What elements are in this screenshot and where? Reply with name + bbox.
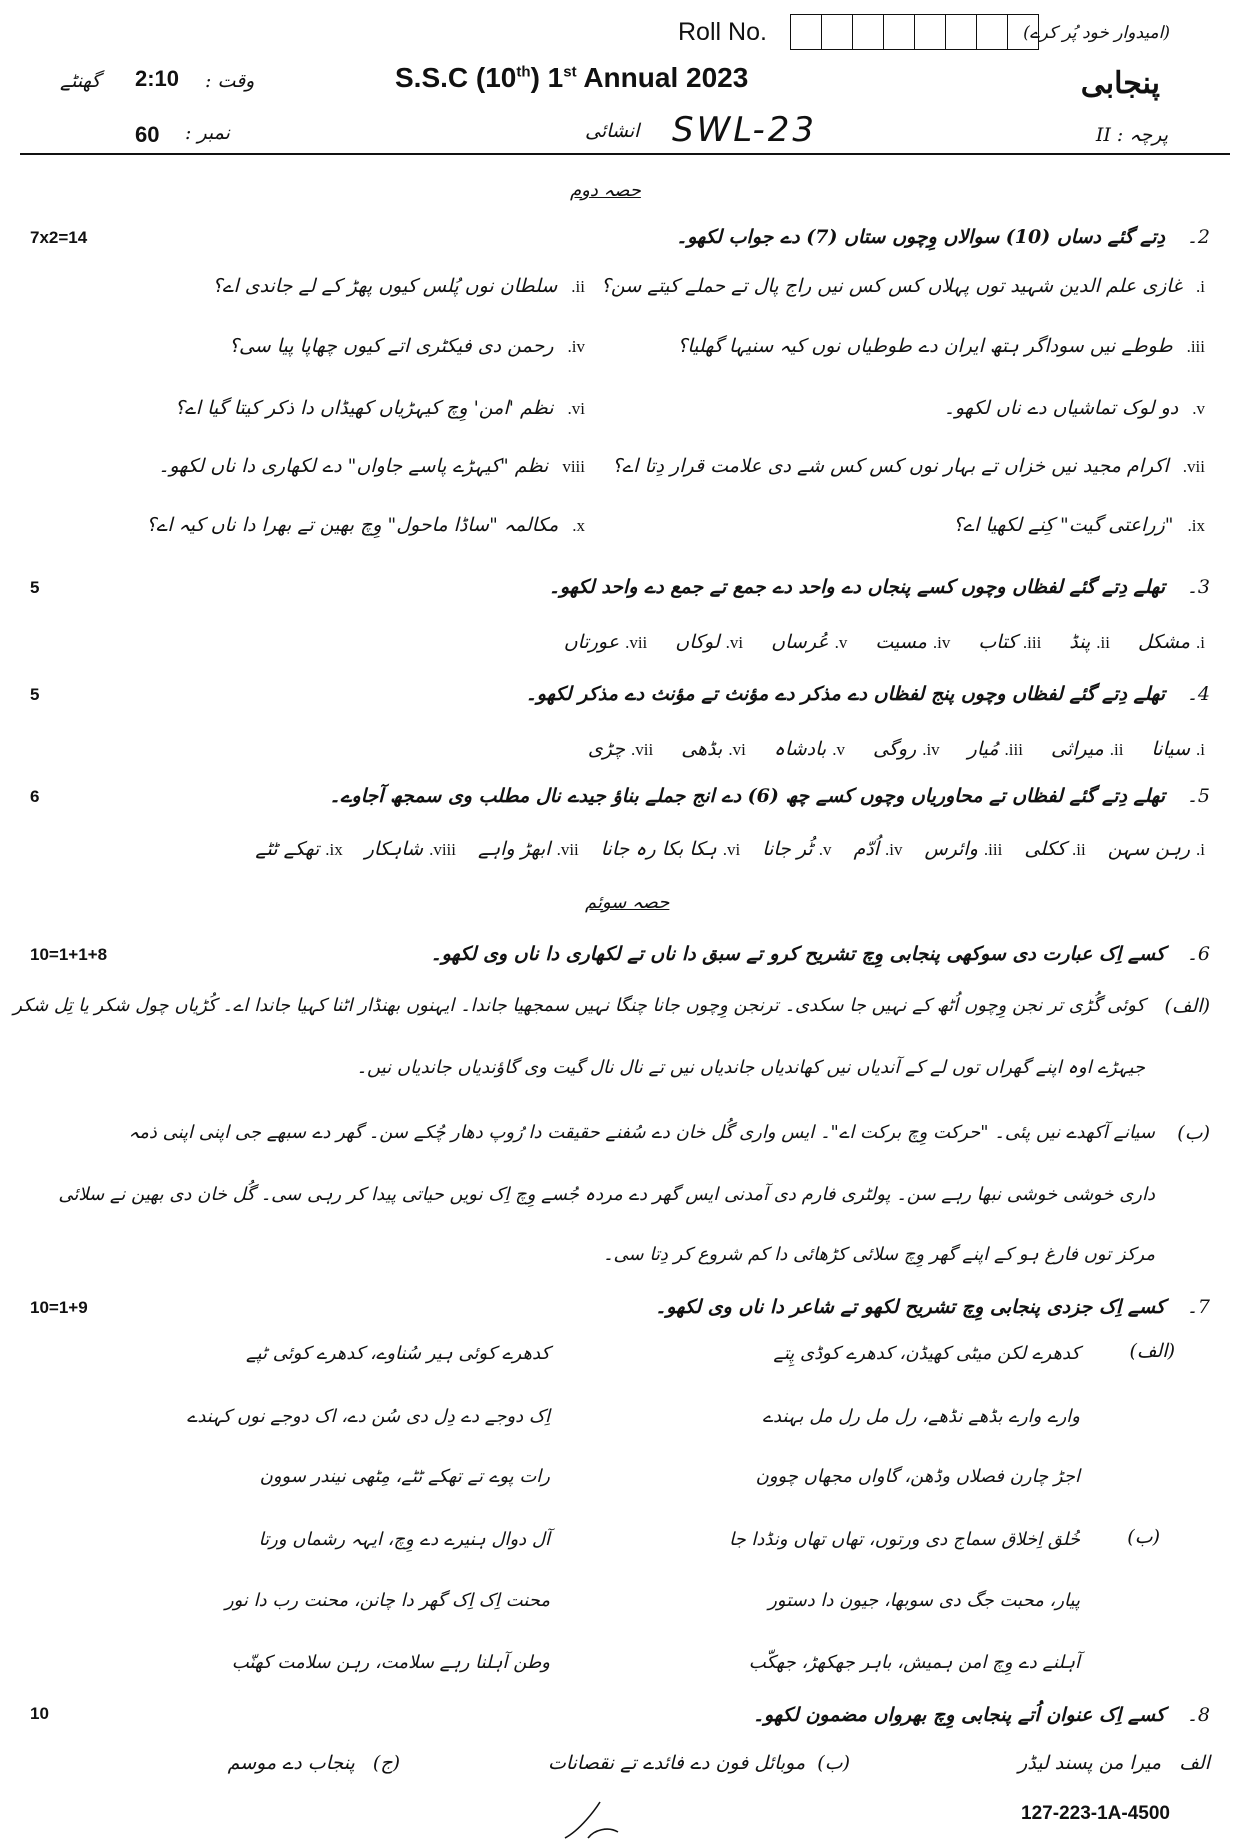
q5-word: v.ٹُر جانا <box>762 838 832 860</box>
q4-marks: 5 <box>30 685 40 704</box>
q7-verse: رات پوے تے تھکے ٹٹے، مِٹھی نیندر سوون <box>259 1466 550 1487</box>
q3-heading: تھلے دِتے گئے لفظاں وچوں کسے پنجاں دے واحد دے جمع تے جمع دے واحد لکھو۔ <box>548 576 1165 598</box>
q4-word-list <box>588 738 1205 760</box>
q7-part-b-label: (ب) <box>1127 1526 1160 1548</box>
q7-verse: خُلق اِخلاق سماج دی ورتوں، تھاں تھاں ونڈدا جا <box>729 1529 1080 1550</box>
q4-word: i.سیانا <box>1151 738 1205 760</box>
q4-number: 4۔ <box>1186 683 1210 705</box>
subject-title: پنجابی <box>1080 66 1160 101</box>
q2-item-ix: ix."زراعتی گیت" کِنے لکھیا اے؟ <box>952 514 1205 536</box>
q4-heading: تھلے دِتے گئے لفظاں وچوں پنج لفظاں دے مذکر دے مؤنث تے مؤنث دے مذکر لکھو۔ <box>525 683 1165 705</box>
q4-word: vi.بڈھی <box>681 738 746 760</box>
time-value: 2:10 <box>135 66 180 91</box>
q2-number: 2۔ <box>1186 226 1210 248</box>
q7-verse: پیار، محبت جگ دی سوبھا، جیون دا دستور <box>768 1590 1080 1611</box>
q2-item-v: v.دو لوک تماشیاں دے ناں لکھو۔ <box>943 397 1205 419</box>
q7-verse: آل دوال ہنیرے دے وِچ، ایہہ رشماں ورتا <box>258 1529 550 1550</box>
q4-word: v.بادشاہ <box>773 738 845 760</box>
q6-part-b-label: (ب) <box>1177 1122 1210 1144</box>
q2-item-viii: viiiنظم "کیہڑے پاسے جاواں" دے لکھاری دا ناں لکھو۔ <box>158 455 585 477</box>
q7-verse: اِک دوجے دے دِل دی سُن دے، اک دوجے نوں کہندے <box>186 1406 550 1427</box>
q3-number: 3۔ <box>1186 576 1210 598</box>
time-label: وقت : <box>205 70 255 92</box>
q4-word: vii.چڑی <box>587 738 654 760</box>
q5-heading: تھلے دِتے گئے لفظاں تے محاوریاں وچوں کسے چھ (6) دے انج جملے بناؤ جیدے نال مطلب وی سمجھ آجاوے۔ <box>329 785 1165 807</box>
q7-number: 7۔ <box>1186 1296 1210 1318</box>
q3-word: i.مشکل <box>1138 631 1205 653</box>
q7-verse: وطن آہلنا رہے سلامت، رہن سلامت کھنّب <box>231 1652 550 1673</box>
q2-item-iii: iii.طوطے نیں سوداگر ہتھ ایران دے طوطیاں نوں کیہ سنیہا گھلیا؟ <box>677 335 1205 357</box>
q5-marks: 6 <box>30 787 40 806</box>
q2-item-vii: vii.اکرام مجید نیں خزاں تے بہار نوں کس کس شے دی علامت قرار دِتا اے؟ <box>611 455 1205 477</box>
q4-word: iii.مُیار <box>967 738 1023 760</box>
exam-title: S.S.C (10th) 1st Annual 2023 <box>395 62 749 93</box>
q7-verse: کدھرے لکن میٹی کھیڈن، کدھرے کوڈی پِتے <box>773 1343 1080 1364</box>
q7-marks: 10=1+9 <box>30 1298 88 1317</box>
q7-verse: محنت اِک اِک گھر دا چانن، محنت رب دا نور <box>224 1590 550 1611</box>
q4-word: ii.میراثی <box>1050 738 1124 760</box>
q7-verse: کدھرے کوئی ہیر سُناوے، کدھرے کوئی ٹپے <box>245 1343 550 1364</box>
roll-number-label: Roll No. <box>678 18 767 46</box>
q5-word-list <box>255 838 1205 860</box>
candidate-note: (امیدوار خود پُر کرے) <box>1023 23 1170 43</box>
q2-item-iv: iv.رحمن دی فیکٹری اتے کیوں چھاپا پیا سی؟ <box>228 335 585 357</box>
q5-word: iv.اُدّم <box>853 838 903 860</box>
q6-part-a-line: کوئی گُڑی تر نجن وِچوں اُٹھ کے نہیں جا سکدی۔ ترنجن وِچوں جانا چنگا نہیں سمجھیا جاندا۔ ایہنوں بھنڈار اٹنا کہیا جاندا اے۔ کُڑیاں چول شکر یا تِل شکر <box>13 995 1145 1016</box>
q7-part-a-label: (الف) <box>1129 1340 1175 1362</box>
q5-word: vi.ہکا بکا رہ جانا <box>600 838 741 860</box>
q6-part-b-line: سیانے آکھدے نیں پئی۔ "حرکت وِچ برکت اے"۔ ایس واری گُل خان دے سُفنے حقیقت دا رُوپ دھار چُکے سن۔ گھر دے سبھے جی اپنی اپنی ذمہ <box>128 1122 1155 1143</box>
q3-word: v.عُرساں <box>771 631 848 653</box>
q6-part-b-line: مرکز توں فارغ ہو کے اپنے گھر وِچ سلائی کڑھائی دا کم شروع کر دِتا سی۔ <box>603 1244 1155 1265</box>
marks-label: نمبر : <box>185 122 230 144</box>
q5-word: viii.شاہکار <box>364 838 456 860</box>
q2-item-i: i.غازی علم الدین شہید توں پہلاں کس کس نیں راج پال تے حملے کیتے سن؟ <box>600 275 1205 297</box>
q3-marks: 5 <box>30 578 40 597</box>
q7-verse: اجڑ چارن فصلاں وڈھن، گاواں مجھاں چوون <box>755 1466 1080 1487</box>
marks-value: 60 <box>135 122 160 147</box>
header-divider <box>20 153 1230 155</box>
section-3-title: حصہ سوئم <box>585 892 670 913</box>
q8-topic-1: الف میرا من پسند لیڈر <box>1018 1752 1210 1774</box>
q5-word: vii.ابھڑ واہے <box>477 838 579 860</box>
q7-verse: وارے وارے بڈھے نڈھے، رل مل رل مل بہندے <box>762 1406 1080 1427</box>
q6-part-b-line: داری خوشی خوشی نبھا رہے سن۔ پولٹری فارم دی آمدنی ایس گھر دے مردہ جُسے وِچ اِک نویں حیاتی پیدا کر رہی سی۔ گُل خان دی بھین نے سلائی <box>58 1184 1155 1205</box>
section-2-title: حصہ دوم <box>570 180 641 201</box>
q3-word: iv.مسیت <box>875 631 951 653</box>
paper-serial-code: 127-223-1A-4500 <box>1021 1803 1170 1824</box>
q5-word: ix.تھکے ٹٹے <box>255 838 343 860</box>
q2-item-x: x.مکالمہ "ساڈا ماحول" وِچ بھین تے بھرا دا ناں کیہ اے؟ <box>146 514 585 536</box>
q3-word: vi.لوکاں <box>675 631 744 653</box>
paper-type: انشائی <box>585 120 640 142</box>
q6-part-a-label: (الف) <box>1164 995 1210 1017</box>
q3-word-list <box>564 631 1205 653</box>
paper-number: پرچہ : II <box>1095 124 1168 146</box>
q3-word: iii.کتاب <box>978 631 1042 653</box>
q8-topic-2: (ب) موبائل فون دے فائدے تے نقصانات <box>547 1752 850 1774</box>
q5-number: 5۔ <box>1186 785 1210 807</box>
q4-word: iv.روگی <box>872 738 940 760</box>
q5-word: ii.ککلی <box>1024 838 1086 860</box>
q8-topic-3: (ج) پنجاب دے موسم <box>227 1752 400 1774</box>
q2-heading: دِتے گئے دساں (10) سوالاں وِچوں ستاں (7) دے جواب لکھو۔ <box>676 226 1165 248</box>
q2-item-ii: ii.سلطان نوں پُلس کیوں پھڑ کے لے جاندی اے؟ <box>212 275 585 297</box>
signature-mark <box>560 1800 620 1840</box>
q6-heading: کسے اِک عبارت دی سوکھی پنجابی وِچ تشریح کرو تے سبق دا ناں تے لکھاری دا ناں وی لکھو۔ <box>430 943 1165 965</box>
q3-word: ii.پنڈ <box>1069 631 1110 653</box>
q2-item-vi: vi.نظم 'امن' وِچ کیہڑیاں کھیڈاں دا ذکر کیتا گیا اے؟ <box>174 397 585 419</box>
time-unit: گھنٹے <box>60 70 101 92</box>
roll-number-boxes[interactable] <box>790 14 1039 50</box>
q2-marks: 7x2=14 <box>30 228 88 247</box>
q5-word: i.رہن سہن <box>1107 838 1205 860</box>
q6-number: 6۔ <box>1186 943 1210 965</box>
q8-number: 8۔ <box>1186 1704 1210 1726</box>
q8-marks: 10 <box>30 1704 49 1723</box>
q8-heading: کسے اِک عنوان اُتے پنجابی وِچ بھرواں مضمون لکھو۔ <box>752 1704 1165 1726</box>
paper-code-handwritten: SWL-23 <box>672 110 818 150</box>
q6-part-a-line: جیہڑے اوہ اپنے گھراں توں لے کے آندیاں نیں کھاندیاں جاندیاں نیں تے نال نال گیت وی گاؤندیاں جاندیاں نیں۔ <box>356 1057 1145 1078</box>
q7-verse: آہلنے دے وِچ امن ہمیش، باہر جھکھڑ، جھکّب <box>748 1652 1080 1673</box>
q5-word: iii.وائرس <box>924 838 1003 860</box>
q6-marks: 10=1+1+8 <box>30 945 108 964</box>
q7-heading: کسے اِک جزدی پنجابی وِچ تشریح لکھو تے شاعر دا ناں وی لکھو۔ <box>655 1296 1165 1318</box>
q3-word: vii.عورتاں <box>563 631 648 653</box>
